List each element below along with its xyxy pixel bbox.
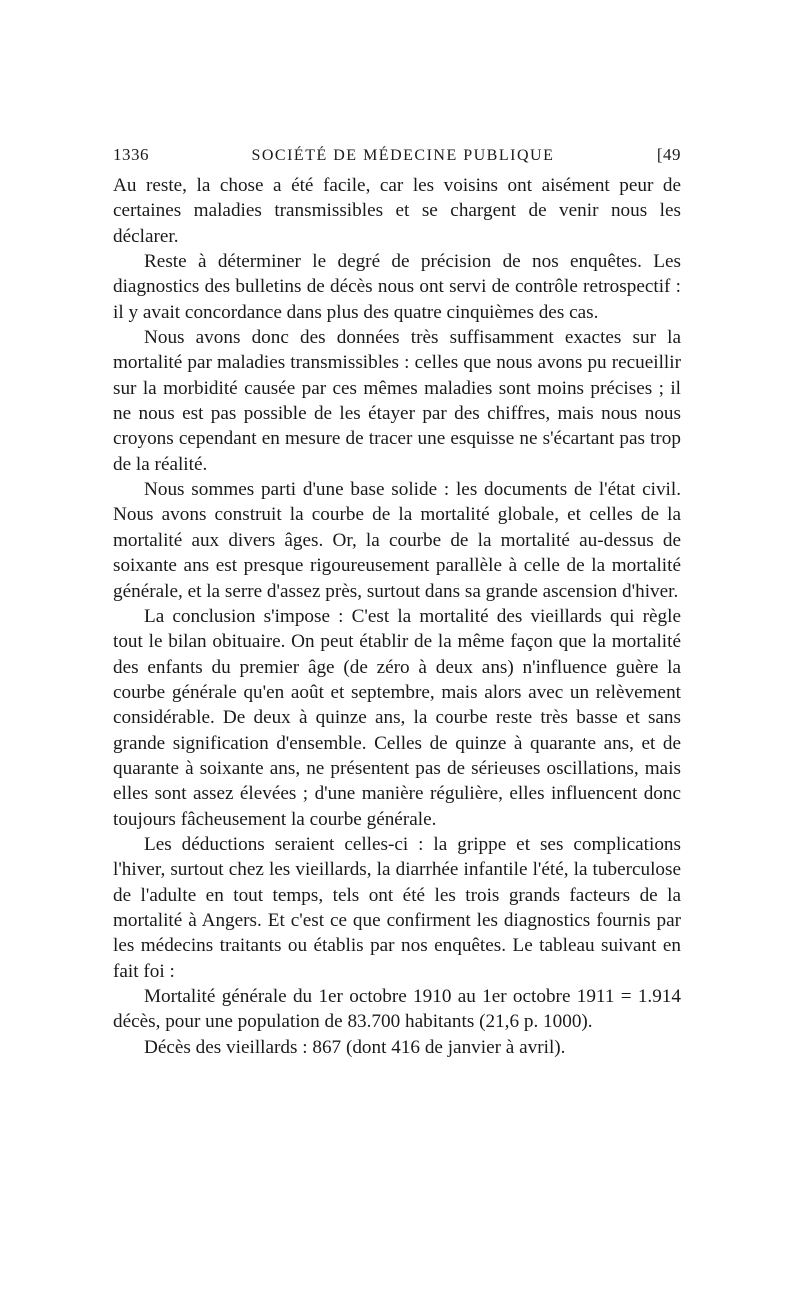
book-page	[113, 145, 681, 1060]
paragraph-8: Décès des vieillards : 867 (dont 416 de janvier à avril).	[144, 1036, 566, 1058]
paragraph-4: Nous sommes parti d'une base solide : les documents de l'état civil. Nous avons construit la courbe de la mortalité globale, et celles de la mortalité aux divers âges. Or, la courbe de la mortalité au-dessus de soixante ans est presque rigoureusement parallèle à celle de la mortalité générale, et la serre d'assez près, surtout dans sa grande ascension d'hiver.	[113, 479, 681, 602]
page-number: 1336	[113, 145, 149, 164]
paragraph-6: Les déductions seraient celles-ci : la grippe et ses complications l'hiver, surtout chez les vieillards, la diarrhée infantile l'été, la tuberculose de l'adulte en tout temps, tels ont été les trois grands facteurs de la mortalité à Angers. Et c'est ce que confirment les diagnostics fournis par les médecins traitants ou établis par nos enquêtes. Le tableau suivant en fait foi :	[113, 833, 681, 982]
paragraph-3: Nous avons donc des données très suffisamment exactes sur la mortalité par maladies transmissibles : celles que nous avons pu recueillir sur la morbidité causée par ces mêmes maladies sont moins précises ; il ne nous est pas possible de les étayer par des chiffres, mais nous nous croyons cependant en mesure de tracer une esquisse ne s'écartant pas trop de la réalité.	[113, 327, 681, 475]
corner-mark: [49	[656, 145, 681, 164]
running-title: SOCIÉTÉ DE MÉDECINE PUBLIQUE	[251, 147, 555, 164]
paragraph-2: Reste à déterminer le degré de précision de nos enquêtes. Les diagnostics des bulletins de décès nous ont servi de contrôle retrospectif : il y avait concordance dans plus des quatre cinquièmes des cas.	[113, 251, 681, 323]
paragraph-7: Mortalité générale du 1er octobre 1910 au 1er octobre 1911 = 1.914 décès, pour une population de 83.700 habitants (21,6 p. 1000).	[113, 986, 681, 1033]
paragraph-1: Au reste, la chose a été facile, car les voisins ont aisément peur de certaines maladies transmissibles et se chargent de venir nous les déclarer.	[113, 175, 681, 247]
paragraph-5: La conclusion s'impose : C'est la mortalité des vieillards qui règle tout le bilan obituaire. On peut établir de la même façon que la mortalité des enfants du premier âge (de zéro à deux ans) n'influence guère la courbe générale qu'en août et septembre, mais alors avec un relèvement considérable. De deux à quinze ans, la courbe reste très basse et sans grande signification d'ensemble. Celles de quinze à quarante ans, et de quarante à soixante ans, ne présentent pas de sérieuses oscillations, mais elles sont assez élevées ; d'une manière régulière, elles influencent donc toujours fâcheusement la courbe générale.	[113, 605, 681, 830]
body-text	[113, 173, 681, 1060]
running-header	[113, 145, 681, 165]
